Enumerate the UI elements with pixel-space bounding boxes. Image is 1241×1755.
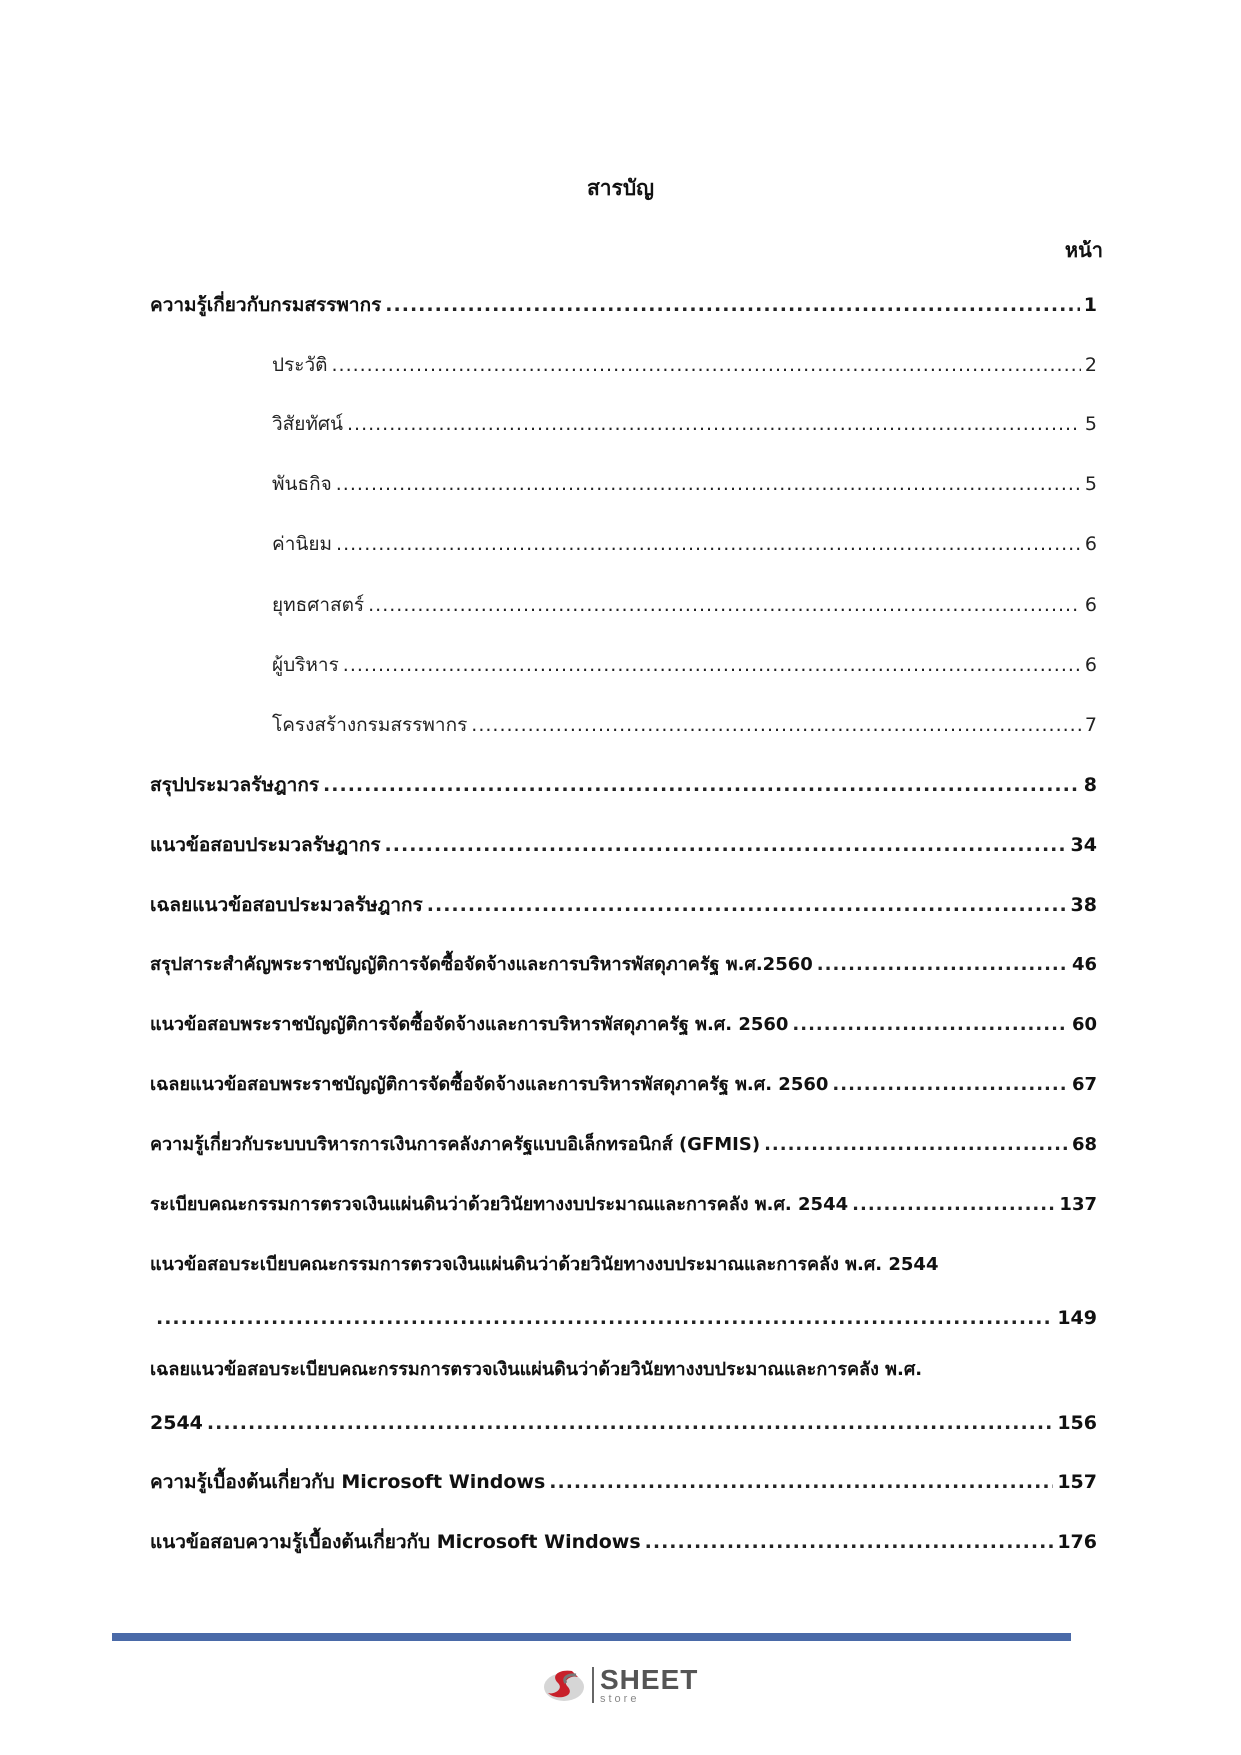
toc-entry-label: แนวข้อสอบพระราชบัญญัติการจัดซื้อจัดจ้างและการบริหารพัสดุภาครัฐ พ.ศ. 2560 [150, 1014, 789, 1035]
toc-entry-page: 6 [1084, 654, 1097, 676]
toc-entry-page: 137 [1059, 1194, 1097, 1215]
toc-entry-label-line1[interactable]: เฉลยแนวข้อสอบระเบียบคณะกรรมการตรวจเงินแผ่นดินว่าด้วยวินัยทางงบประมาณและการคลัง พ.ศ. [150, 1359, 923, 1380]
dot-leader [368, 592, 1081, 618]
toc-subentry[interactable] [272, 471, 1097, 497]
toc-entry-page: 157 [1057, 1471, 1097, 1493]
toc-entry-label: ความรู้เบื้องต้นเกี่ยวกับ Microsoft Windows [150, 1471, 546, 1493]
dot-leader [792, 1012, 1068, 1038]
toc-entry[interactable] [150, 1529, 1097, 1555]
dot-leader [207, 1410, 1053, 1436]
toc-entry[interactable] [150, 1012, 1097, 1038]
toc-entry-page: 176 [1057, 1531, 1097, 1553]
toc-entry-page: 156 [1057, 1412, 1097, 1434]
toc-entry[interactable] [150, 1072, 1097, 1098]
dot-leader [471, 712, 1081, 738]
toc-entry-label: เฉลยแนวข้อสอบประมวลรัษฎากร [150, 894, 423, 916]
toc-entry-page: 1 [1083, 294, 1097, 316]
toc-entry-label: วิสัยทัศน์ [272, 413, 343, 435]
toc-subentry[interactable] [272, 652, 1097, 678]
toc-entry-label: ระเบียบคณะกรรมการตรวจเงินแผ่นดินว่าด้วยวินัยทางงบประมาณและการคลัง พ.ศ. 2544 [150, 1194, 849, 1215]
toc-entry-label: เฉลยแนวข้อสอบพระราชบัญญัติการจัดซื้อจัดจ้างและการบริหารพัสดุภาครัฐ พ.ศ. 2560 [150, 1074, 829, 1095]
toc-entry-page: 8 [1083, 774, 1097, 796]
toc-entry[interactable] [150, 1192, 1097, 1218]
toc-subentry[interactable] [272, 411, 1097, 437]
dot-leader [331, 352, 1080, 378]
toc-entry-page: 7 [1084, 714, 1097, 736]
dot-leader [385, 832, 1067, 858]
toc-entry-label: สรุปสาระสำคัญพระราชบัญญัติการจัดซื้อจัดจ้างและการบริหารพัสดุภาครัฐ พ.ศ.2560 [150, 954, 813, 975]
toc-entry-page: 6 [1084, 594, 1097, 616]
toc-entry-page: 46 [1071, 954, 1097, 975]
toc-entry[interactable] [150, 952, 1097, 978]
toc-entry[interactable] [150, 1132, 1097, 1158]
logo-subword: store [600, 1692, 640, 1705]
toc-subentry[interactable] [272, 531, 1097, 557]
toc-entry-page: 68 [1071, 1134, 1097, 1155]
toc-entry-label: ความรู้เกี่ยวกับระบบบริหารการเงินการคลังภาครัฐแบบอิเล็กทรอนิกส์ (GFMIS) [150, 1134, 761, 1155]
toc-subentry[interactable] [272, 592, 1097, 618]
toc-entry-label: แนวข้อสอบประมวลรัษฎากร [150, 834, 381, 856]
toc-entry-label: ความรู้เกี่ยวกับกรมสรรพากร [150, 294, 382, 316]
dot-leader [336, 531, 1081, 557]
toc-entry-label: โครงสร้างกรมสรรพากร [272, 714, 468, 736]
toc-entry-label-line1[interactable]: แนวข้อสอบระเบียบคณะกรรมการตรวจเงินแผ่นดินว่าด้วยวินัยทางงบประมาณและการคลัง พ.ศ. 2544 [150, 1254, 939, 1275]
toc-entry[interactable] [150, 1469, 1097, 1495]
logo-word: SHEET [600, 1663, 699, 1695]
logo-text [600, 1663, 699, 1705]
footer-rule [112, 1633, 1071, 1641]
toc-entry-label: พันธกิจ [272, 473, 332, 495]
toc-entry-label: แนวข้อสอบความรู้เบื้องต้นเกี่ยวกับ Microsoft Windows [150, 1531, 641, 1553]
page-column-label: หน้า [1064, 238, 1103, 262]
toc-entry-label: ประวัติ [272, 354, 328, 376]
logo-separator [592, 1667, 594, 1703]
toc-entry-page: 5 [1084, 473, 1097, 495]
page-title: สารบัญ [586, 176, 655, 200]
dot-leader [336, 471, 1081, 497]
toc-entry-page: 149 [1057, 1307, 1097, 1329]
toc-entry-continuation[interactable] [150, 1305, 1097, 1331]
toc-entry[interactable] [150, 892, 1097, 918]
toc-entry-label: ยุทธศาสตร์ [272, 594, 365, 616]
dot-leader [852, 1192, 1055, 1218]
dot-leader [427, 892, 1067, 918]
toc-entry-label: ผู้บริหาร [272, 654, 339, 676]
dot-leader [645, 1529, 1054, 1555]
toc-entry-page: 38 [1070, 894, 1097, 916]
dot-leader [385, 292, 1079, 318]
toc-entry[interactable] [150, 772, 1097, 798]
toc-entry-page: 34 [1070, 834, 1097, 856]
toc-entry-page: 6 [1084, 533, 1097, 555]
dot-leader [764, 1132, 1068, 1158]
toc-entry-label-line2: 2544 [150, 1412, 203, 1434]
toc-entry-page: 2 [1084, 354, 1097, 376]
toc-subentry[interactable] [272, 712, 1097, 738]
dot-leader [817, 952, 1068, 978]
dot-leader [343, 652, 1081, 678]
toc-entry[interactable] [150, 832, 1097, 858]
toc-entry-page: 5 [1084, 413, 1097, 435]
toc-entry-label: สรุปประมวลรัษฎากร [150, 774, 320, 796]
sheet-store-logo [542, 1660, 712, 1710]
dot-leader [347, 411, 1081, 437]
toc-entry-page: 67 [1071, 1074, 1097, 1095]
dot-leader [549, 1469, 1053, 1495]
dot-leader [832, 1072, 1068, 1098]
toc-entry-continuation[interactable] [150, 1410, 1097, 1436]
dot-leader [156, 1305, 1053, 1331]
sheet-store-logo-icon [542, 1663, 586, 1707]
toc-entry-page: 60 [1071, 1014, 1097, 1035]
toc-entry[interactable] [150, 292, 1097, 318]
toc-entry-label: ค่านิยม [272, 533, 333, 555]
toc-subentry[interactable] [272, 352, 1097, 378]
dot-leader [323, 772, 1080, 798]
